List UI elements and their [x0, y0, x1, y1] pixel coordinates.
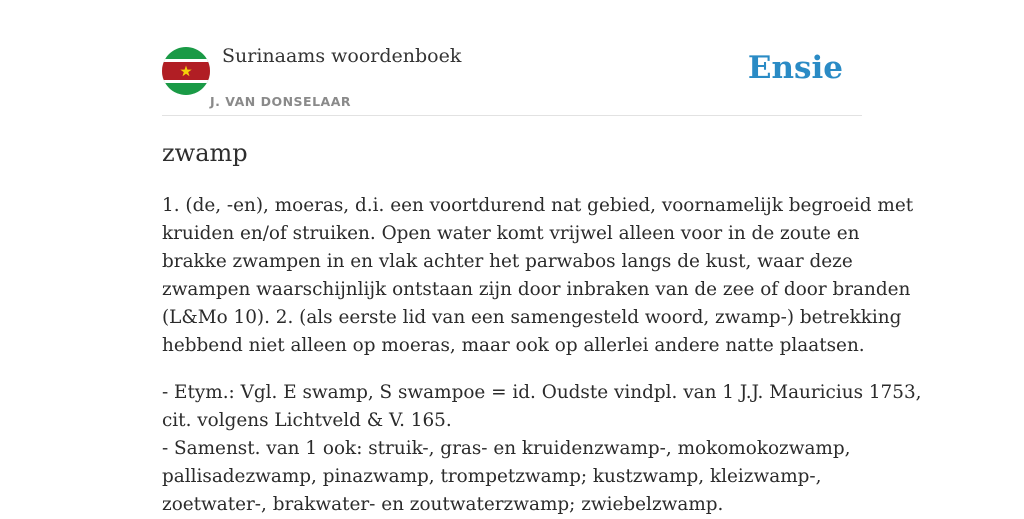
- notes-line: - Etym.: Vgl. E swamp, S swampoe = id. Oudste vindpl. van 1 J.J. Mauricius 1753,: [162, 382, 922, 403]
- header: [162, 0, 862, 116]
- suriname-flag-icon: [162, 47, 210, 95]
- definition-line: brakke zwampen in en vlak achter het parwabos langs de kust, waar deze: [162, 251, 853, 272]
- definition-line: kruiden en/of struiken. Open water komt vrijwel alleen voor in de zoute en: [162, 223, 860, 244]
- notes-line: cit. volgens Lichtveld & V. 165.: [162, 410, 452, 431]
- definition-line: hebbend niet alleen op moeras, maar ook op allerlei andere natte plaatsen.: [162, 335, 865, 356]
- definition-line: 1. (de, -en), moeras, d.i. een voortdurend nat gebied, voornamelijk begroeid met: [162, 195, 914, 216]
- notes-line: - Samenst. van 1 ook: struik-, gras- en kruidenzwamp-, mokomokozwamp,: [162, 438, 851, 459]
- definition-line: (L&Mo 10). 2. (als eerste lid van een samengesteld woord, zwamp-) betrekking: [162, 307, 902, 328]
- dictionary-author[interactable]: J. VAN DONSELAAR: [210, 94, 352, 109]
- entry-notes: [162, 379, 922, 519]
- notes-line: zoetwater-, brakwater- en zoutwaterzwamp; zwiebelzwamp.: [162, 494, 724, 515]
- entry-definition: [162, 192, 914, 360]
- entry-headword: zwamp: [162, 139, 248, 167]
- page-container: [162, 0, 922, 515]
- dictionary-title[interactable]: Surinaams woordenboek: [222, 45, 462, 67]
- ensie-logo-link[interactable]: Ensie: [747, 50, 843, 86]
- flag-graphic: [162, 47, 210, 95]
- notes-line: pallisadezwamp, pinazwamp, trompetzwamp; kustzwamp, kleizwamp-,: [162, 466, 822, 487]
- definition-line: zwampen waarschijnlijk ontstaan zijn door inbraken van de zee of door branden: [162, 279, 911, 300]
